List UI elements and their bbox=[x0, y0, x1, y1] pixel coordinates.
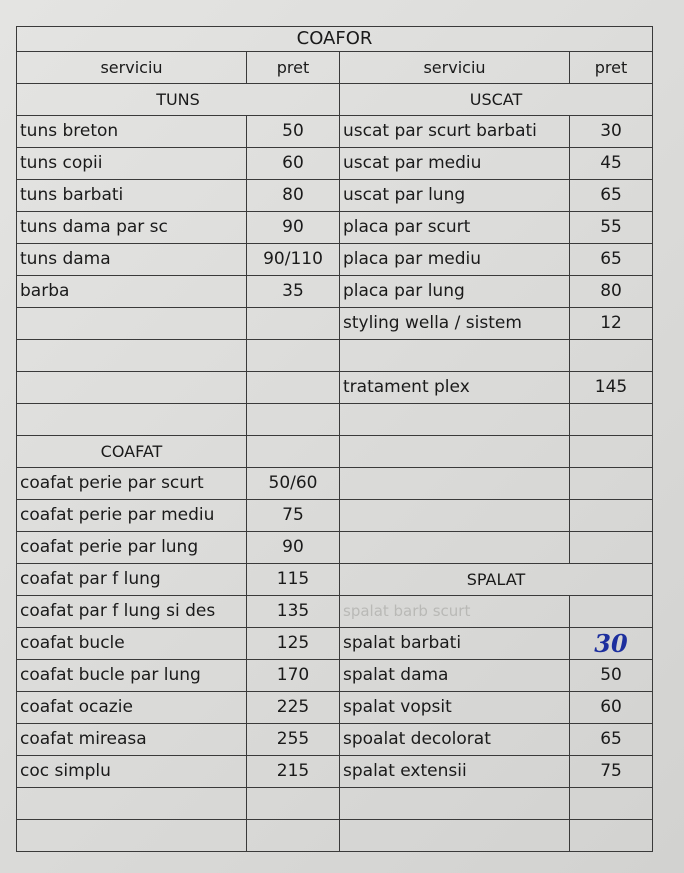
service-name-faded: spalat barb scurt bbox=[340, 596, 570, 628]
service-name bbox=[340, 404, 570, 436]
service-name bbox=[340, 468, 570, 500]
service-name bbox=[17, 340, 247, 372]
table-row bbox=[17, 724, 653, 756]
service-name: uscat par scurt barbati bbox=[340, 116, 570, 148]
service-price bbox=[247, 404, 340, 436]
empty-cell bbox=[570, 820, 653, 852]
service-name: tuns breton bbox=[17, 116, 247, 148]
service-price: 255 bbox=[247, 724, 340, 756]
table-row bbox=[17, 596, 653, 628]
table-row bbox=[17, 564, 653, 596]
empty-cell bbox=[570, 788, 653, 820]
empty-cell bbox=[570, 436, 653, 468]
empty-cell bbox=[247, 820, 340, 852]
service-price bbox=[570, 404, 653, 436]
service-price: 50 bbox=[570, 660, 653, 692]
service-price: 90 bbox=[247, 532, 340, 564]
service-price: 12 bbox=[570, 308, 653, 340]
section-heading-uscat: USCAT bbox=[340, 84, 653, 116]
service-price: 225 bbox=[247, 692, 340, 724]
table-row bbox=[17, 372, 653, 404]
service-name bbox=[340, 500, 570, 532]
service-name bbox=[340, 532, 570, 564]
table-row bbox=[17, 500, 653, 532]
service-name bbox=[17, 372, 247, 404]
table-row bbox=[17, 788, 653, 820]
service-price bbox=[570, 468, 653, 500]
table-row bbox=[17, 180, 653, 212]
column-header-price-right: pret bbox=[570, 52, 653, 84]
service-name: tuns copii bbox=[17, 148, 247, 180]
empty-cell bbox=[247, 436, 340, 468]
service-price bbox=[247, 340, 340, 372]
service-price: 75 bbox=[570, 756, 653, 788]
service-price: 65 bbox=[570, 180, 653, 212]
service-name: coafat par f lung bbox=[17, 564, 247, 596]
service-name bbox=[17, 308, 247, 340]
service-price: 55 bbox=[570, 212, 653, 244]
empty-cell bbox=[340, 820, 570, 852]
service-price: 170 bbox=[247, 660, 340, 692]
price-table bbox=[16, 26, 653, 852]
service-price bbox=[570, 532, 653, 564]
service-price: 35 bbox=[247, 276, 340, 308]
service-name: placa par mediu bbox=[340, 244, 570, 276]
table-row bbox=[17, 660, 653, 692]
service-price: 65 bbox=[570, 244, 653, 276]
service-name: coc simplu bbox=[17, 756, 247, 788]
service-price: 30 bbox=[570, 116, 653, 148]
service-price bbox=[570, 500, 653, 532]
service-price: 60 bbox=[570, 692, 653, 724]
table-row bbox=[17, 404, 653, 436]
table-title: COAFOR bbox=[17, 27, 653, 52]
service-name bbox=[340, 340, 570, 372]
service-name: tuns dama par sc bbox=[17, 212, 247, 244]
service-name: coafat mireasa bbox=[17, 724, 247, 756]
service-name: tuns dama bbox=[17, 244, 247, 276]
service-price: 50 bbox=[247, 116, 340, 148]
table-row bbox=[17, 116, 653, 148]
table-row bbox=[17, 756, 653, 788]
table-row bbox=[17, 468, 653, 500]
service-name: barba bbox=[17, 276, 247, 308]
table-row bbox=[17, 148, 653, 180]
section-heading-tuns: TUNS bbox=[17, 84, 340, 116]
service-name: placa par scurt bbox=[340, 212, 570, 244]
service-price: 80 bbox=[570, 276, 653, 308]
service-price: 45 bbox=[570, 148, 653, 180]
service-name: coafat perie par lung bbox=[17, 532, 247, 564]
table-row bbox=[17, 308, 653, 340]
service-price: 90 bbox=[247, 212, 340, 244]
table-row bbox=[17, 820, 653, 852]
service-name: placa par lung bbox=[340, 276, 570, 308]
handwritten-price: 30 bbox=[570, 628, 653, 660]
service-price: 75 bbox=[247, 500, 340, 532]
service-name: spoalat decolorat bbox=[340, 724, 570, 756]
service-name: spalat dama bbox=[340, 660, 570, 692]
service-name: coafat perie par mediu bbox=[17, 500, 247, 532]
service-price: 115 bbox=[247, 564, 340, 596]
service-name: coafat ocazie bbox=[17, 692, 247, 724]
empty-cell bbox=[340, 436, 570, 468]
service-name: tratament plex bbox=[340, 372, 570, 404]
service-price bbox=[247, 372, 340, 404]
service-name: spalat barbati bbox=[340, 628, 570, 660]
empty-cell bbox=[340, 788, 570, 820]
service-price: 215 bbox=[247, 756, 340, 788]
table-row bbox=[17, 692, 653, 724]
service-price: 125 bbox=[247, 628, 340, 660]
section-heading-spalat: SPALAT bbox=[340, 564, 653, 596]
service-name: coafat bucle par lung bbox=[17, 660, 247, 692]
table-row bbox=[17, 276, 653, 308]
column-header-service-left: serviciu bbox=[17, 52, 247, 84]
service-name: uscat par lung bbox=[340, 180, 570, 212]
table-row bbox=[17, 628, 653, 660]
service-price bbox=[570, 596, 653, 628]
service-price bbox=[570, 340, 653, 372]
service-name bbox=[17, 404, 247, 436]
section-heading-coafat: COAFAT bbox=[17, 436, 247, 468]
service-price: 80 bbox=[247, 180, 340, 212]
service-price: 135 bbox=[247, 596, 340, 628]
service-price: 50/60 bbox=[247, 468, 340, 500]
table-row bbox=[17, 340, 653, 372]
table-row bbox=[17, 212, 653, 244]
service-name: uscat par mediu bbox=[340, 148, 570, 180]
service-name: coafat bucle bbox=[17, 628, 247, 660]
column-header-price-left: pret bbox=[247, 52, 340, 84]
empty-cell bbox=[17, 820, 247, 852]
service-name: coafat par f lung si des bbox=[17, 596, 247, 628]
service-name: styling wella / sistem bbox=[340, 308, 570, 340]
service-price: 145 bbox=[570, 372, 653, 404]
table-row bbox=[17, 532, 653, 564]
service-price: 60 bbox=[247, 148, 340, 180]
service-price: 90/110 bbox=[247, 244, 340, 276]
empty-cell bbox=[17, 788, 247, 820]
column-header-service-right: serviciu bbox=[340, 52, 570, 84]
empty-cell bbox=[247, 788, 340, 820]
service-price bbox=[247, 308, 340, 340]
service-name: tuns barbati bbox=[17, 180, 247, 212]
table-row bbox=[17, 244, 653, 276]
service-name: spalat extensii bbox=[340, 756, 570, 788]
service-name: spalat vopsit bbox=[340, 692, 570, 724]
service-name: coafat perie par scurt bbox=[17, 468, 247, 500]
service-price: 65 bbox=[570, 724, 653, 756]
